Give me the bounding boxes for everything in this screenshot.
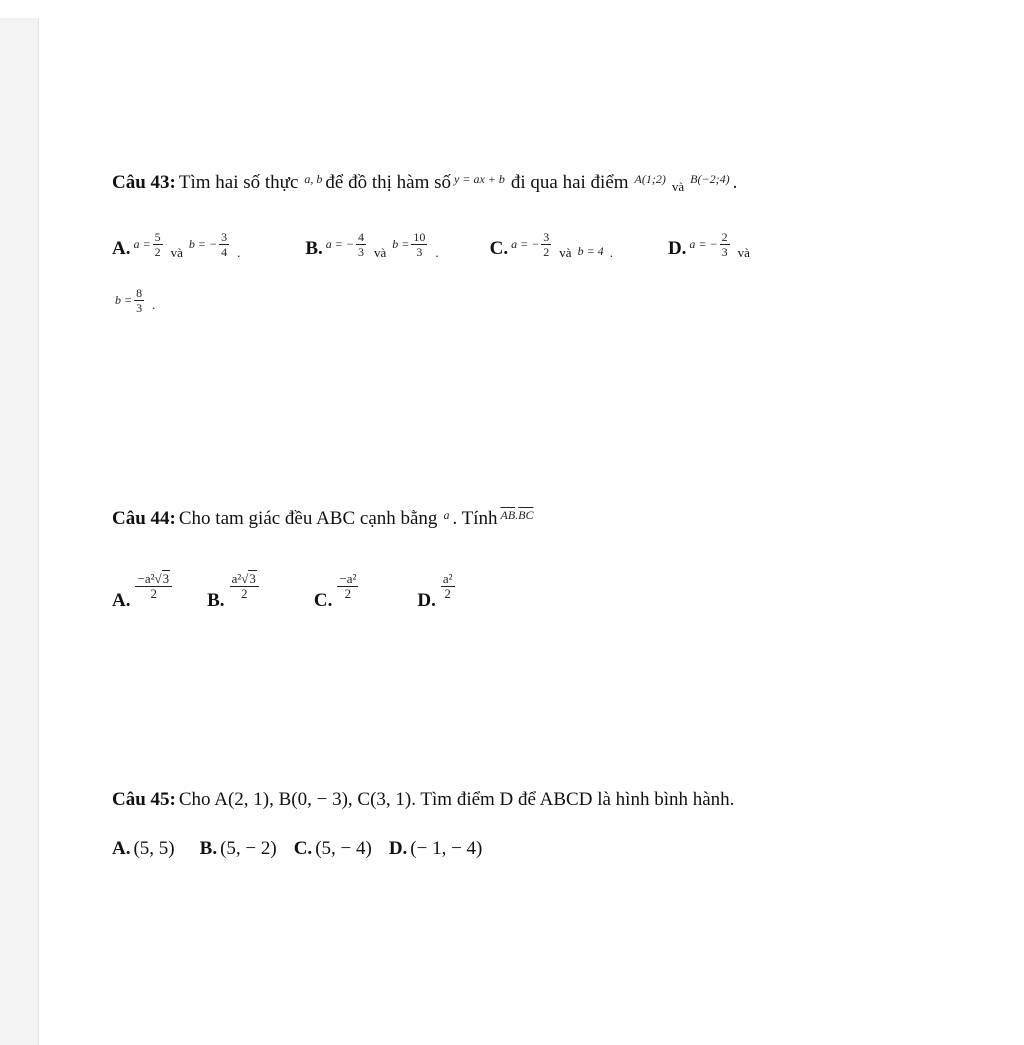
math-lhs: a = bbox=[133, 237, 151, 251]
q43-end: . bbox=[732, 172, 738, 193]
numerator: 10 bbox=[413, 230, 426, 244]
numerator: 8 bbox=[136, 286, 143, 300]
fraction bbox=[135, 572, 172, 601]
denominator: 4 bbox=[221, 245, 228, 259]
math-lhs: b = − bbox=[188, 237, 218, 251]
q44-var: a bbox=[443, 507, 450, 522]
vector-ab: $\overline{AB}$ bbox=[500, 507, 516, 522]
denominator: 2 bbox=[444, 586, 451, 601]
option-value: (5, − 4) bbox=[315, 838, 372, 859]
q43-option-a[interactable] bbox=[112, 230, 243, 263]
and-word: và bbox=[373, 244, 387, 260]
option-label: D. bbox=[388, 838, 408, 859]
q43-text2: để đồ thị hàm số bbox=[325, 172, 452, 193]
option-value: (5, 5) bbox=[133, 838, 175, 859]
q43-option-d[interactable] bbox=[667, 230, 753, 263]
q45-label: Câu 45: bbox=[112, 789, 176, 810]
numerator bbox=[230, 572, 259, 587]
math-expr bbox=[511, 230, 553, 259]
and-word: và bbox=[737, 244, 750, 260]
numerator: 3 bbox=[221, 230, 228, 244]
end-dot: . bbox=[609, 244, 613, 260]
q43-option-b[interactable] bbox=[305, 230, 441, 263]
q43-point-b: B(−2;4) bbox=[690, 171, 730, 186]
end-dot: . bbox=[152, 296, 156, 312]
math-expr bbox=[439, 572, 457, 601]
q44-text1: Cho tam giác đều ABC cạnh bằng bbox=[178, 508, 438, 529]
end-dot: . bbox=[435, 244, 439, 260]
numerator: 2 bbox=[721, 230, 728, 244]
math-expr bbox=[133, 230, 164, 259]
math-expr bbox=[326, 230, 368, 259]
numerator: −a² bbox=[339, 571, 357, 586]
q44-vector-product bbox=[500, 508, 533, 523]
option-label: C. bbox=[293, 838, 313, 859]
option-label: A. bbox=[112, 838, 131, 859]
option-label: A. bbox=[112, 589, 131, 611]
q45-option-b[interactable] bbox=[200, 838, 280, 860]
fraction bbox=[153, 230, 163, 259]
fraction bbox=[441, 572, 455, 601]
q45-option-c[interactable] bbox=[294, 838, 375, 860]
q44-option-a[interactable] bbox=[112, 571, 177, 615]
math-lhs: a = − bbox=[511, 237, 540, 251]
math-expr bbox=[189, 230, 231, 259]
q43-options bbox=[112, 230, 753, 263]
num-pre: a² bbox=[231, 571, 242, 586]
numerator: 5 bbox=[154, 230, 161, 244]
and-word: và bbox=[559, 244, 572, 260]
vector-bc: $\overline{BC}$ bbox=[518, 507, 534, 522]
denominator: 2 bbox=[543, 245, 550, 259]
fraction bbox=[134, 286, 144, 315]
q43-and: và bbox=[671, 179, 685, 194]
denominator: 3 bbox=[721, 245, 728, 259]
document-page bbox=[40, 0, 1024, 1045]
denominator: 2 bbox=[344, 586, 352, 601]
option-value: (5, − 2) bbox=[220, 838, 277, 859]
option-label: C. bbox=[489, 237, 509, 259]
option-label: B. bbox=[207, 589, 225, 611]
denominator: 2 bbox=[240, 586, 248, 601]
math-lhs: a = − bbox=[325, 237, 354, 251]
q43-option-c[interactable] bbox=[489, 230, 616, 263]
dot: . bbox=[515, 507, 519, 522]
math-expr bbox=[133, 572, 174, 601]
math-lhs: b = bbox=[392, 237, 410, 251]
and-word: và bbox=[170, 244, 183, 260]
math-expr bbox=[115, 286, 146, 315]
radicand: 3 bbox=[249, 571, 256, 586]
option-label: A. bbox=[112, 237, 131, 259]
q44-label: Câu 44: bbox=[112, 508, 176, 529]
math-expr bbox=[689, 230, 731, 259]
q44-option-b[interactable] bbox=[207, 571, 264, 615]
fraction bbox=[356, 230, 366, 259]
denominator: 3 bbox=[136, 301, 143, 315]
option-label: B. bbox=[305, 237, 323, 259]
q43-func: y = ax + b bbox=[454, 171, 505, 186]
option-label: D. bbox=[417, 589, 436, 611]
sqrt-symbol: √3 bbox=[241, 571, 256, 586]
q44-stem bbox=[112, 508, 537, 530]
math-expr bbox=[335, 572, 360, 601]
denominator: 2 bbox=[150, 586, 158, 601]
q43-option-d-continued bbox=[112, 286, 158, 315]
q44-option-c[interactable] bbox=[313, 571, 363, 615]
option-label: C. bbox=[313, 589, 333, 611]
fraction bbox=[541, 230, 551, 259]
fraction bbox=[337, 572, 358, 601]
q43-stem bbox=[112, 172, 737, 194]
option-label: B. bbox=[199, 838, 218, 859]
q45-text: Cho A(2, 1), B(0, − 3), C(3, 1). Tìm điểm D để ABCD là hình bình hành. bbox=[178, 789, 735, 810]
q43-label: Câu 43: bbox=[112, 172, 176, 193]
q44-options bbox=[112, 571, 460, 611]
numerator: 4 bbox=[357, 230, 364, 244]
num-pre: −a² bbox=[137, 571, 155, 586]
q44-text2: . Tính bbox=[452, 508, 498, 529]
left-margin bbox=[0, 18, 39, 1045]
sqrt-symbol: √3 bbox=[154, 571, 170, 586]
fraction bbox=[219, 230, 229, 259]
q44-option-d[interactable] bbox=[417, 571, 459, 615]
fraction bbox=[230, 572, 259, 601]
q45-option-d[interactable] bbox=[389, 838, 486, 860]
radicand: 3 bbox=[162, 571, 170, 586]
denominator: 2 bbox=[154, 245, 161, 259]
q43-point-a: A(1;2) bbox=[634, 171, 666, 186]
fraction bbox=[411, 230, 427, 259]
q43-text3: đi qua hai điểm bbox=[510, 172, 629, 193]
math-lhs: b = bbox=[115, 293, 133, 307]
math-expr bbox=[228, 572, 261, 601]
denominator: 3 bbox=[357, 245, 364, 259]
q43-vars: a, b bbox=[304, 171, 323, 186]
option-value: (− 1, − 4) bbox=[410, 838, 483, 859]
q45-options bbox=[112, 838, 485, 860]
numerator: a² bbox=[442, 571, 453, 586]
fraction bbox=[720, 230, 730, 259]
math-lhs: a = − bbox=[689, 237, 718, 251]
numerator: 3 bbox=[543, 230, 550, 244]
q45-option-a[interactable] bbox=[112, 838, 178, 860]
numerator bbox=[135, 572, 172, 587]
math-expr bbox=[392, 230, 429, 259]
q45-stem bbox=[112, 789, 737, 811]
math-expr: b = 4 bbox=[577, 244, 604, 258]
q43-text1: Tìm hai số thực bbox=[178, 172, 299, 193]
end-dot: . bbox=[237, 244, 241, 260]
option-label: D. bbox=[667, 237, 687, 259]
denominator: 3 bbox=[416, 245, 423, 259]
